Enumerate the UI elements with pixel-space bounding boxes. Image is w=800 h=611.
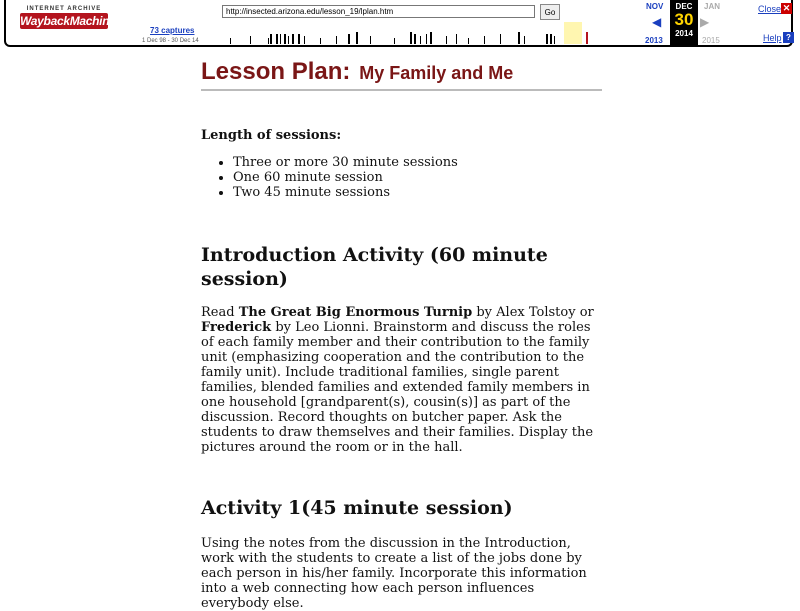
close-link[interactable]: Close xyxy=(758,4,782,14)
activity1-paragraph: Using the notes from the discussion in the Introduction, work with the students to create a list of the jobs done by each person in his/her family. Incorporate this information into a web connecting how each person influences everybody else. xyxy=(201,536,587,611)
current-day: 30 xyxy=(674,10,694,29)
intro-read: Read xyxy=(201,305,235,320)
capture-sparkline[interactable] xyxy=(224,22,628,44)
list-item: • One 60 minute session xyxy=(233,170,458,185)
book-title-frederick: Frederick xyxy=(201,320,272,335)
intro-rest: by Leo Lionni. Brainstorm and discuss the roles of each family member and their contribution to the family unit (emphasizing cooperation and the contribution to the family unit). Include traditional families, single parent families, blended families and extended family members in one household [grandparent(s), cousin(s)] as part of the discussion. Record thoughts on butcher paper. Ask the students to draw themselves and their families. Display the pictures around the room or in the hall. xyxy=(201,320,594,455)
sparkline-highlight xyxy=(564,22,582,44)
captures-link[interactable]: 73 captures xyxy=(150,26,195,35)
next-year-label: 2015 xyxy=(702,36,720,45)
next-month-label: JAN xyxy=(704,2,721,11)
wayback-logo[interactable] xyxy=(20,6,116,29)
url-input[interactable] xyxy=(222,5,535,18)
wayback-toolbar xyxy=(4,0,793,47)
wayback-logo-top: INTERNET ARCHIVE xyxy=(26,6,102,12)
page-title xyxy=(201,54,601,87)
sparkline-bars xyxy=(230,32,588,44)
activity1-heading: Activity 1(45 minute session) xyxy=(201,497,513,519)
sessions-list xyxy=(201,155,458,200)
book-title-turnip: The Great Big Enormous Turnip xyxy=(238,305,473,320)
list-item: • Two 45 minute sessions xyxy=(233,185,458,200)
go-button[interactable]: Go xyxy=(540,4,560,20)
help-icon[interactable]: ? xyxy=(783,32,794,43)
page-title-sub: My Family and Me xyxy=(359,63,514,83)
current-year: 2014 xyxy=(675,29,693,38)
prev-year-label[interactable]: 2013 xyxy=(645,36,663,45)
list-item: • Three or more 30 minute sessions xyxy=(233,155,458,170)
prev-capture-arrow-icon[interactable]: ◀ xyxy=(652,15,662,29)
close-icon[interactable]: ✕ xyxy=(782,3,791,13)
length-heading: Length of sessions: xyxy=(201,128,342,143)
intro-by1: by Alex Tolstoy or xyxy=(476,305,594,320)
page-header xyxy=(201,54,601,87)
captures-range: 1 Dec 98 - 30 Dec 14 xyxy=(142,38,199,44)
current-month: DEC xyxy=(675,2,693,11)
wayback-logo-main: WaybackMachine xyxy=(20,14,116,28)
intro-heading: Introduction Activity (60 minute session) xyxy=(201,244,548,290)
next-capture-arrow-icon: ▶ xyxy=(700,15,710,29)
page-title-main: Lesson Plan: xyxy=(201,58,351,85)
help-link[interactable]: Help xyxy=(763,33,782,43)
current-capture-date xyxy=(670,0,698,46)
intro-paragraph xyxy=(201,305,601,455)
title-divider xyxy=(201,89,602,91)
prev-month-label[interactable]: NOV xyxy=(646,2,664,11)
